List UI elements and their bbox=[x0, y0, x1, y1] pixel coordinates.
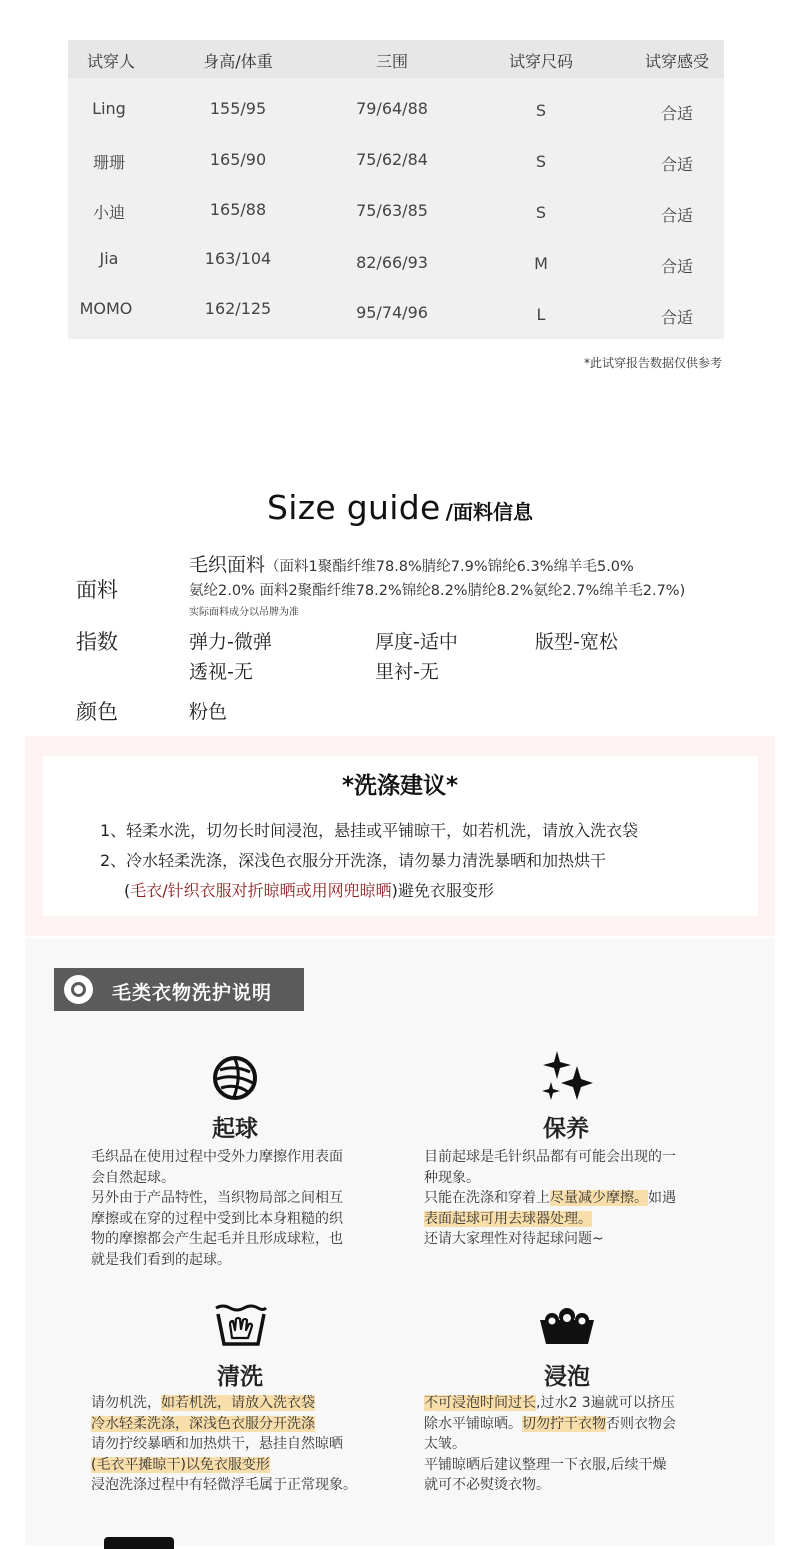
table-cell: 163/104 bbox=[204, 249, 272, 268]
cleaning-line bbox=[91, 1455, 391, 1476]
cleaning-line bbox=[91, 1393, 391, 1414]
cleaning-line: 请勿拧绞暴晒和加热烘干，悬挂自然晾晒 bbox=[91, 1436, 343, 1452]
table-cell: 小迪 bbox=[92, 203, 126, 222]
table-cell: 82/66/93 bbox=[356, 253, 428, 272]
yarn-ball-icon bbox=[212, 1055, 258, 1101]
pilling-line: 物的摩擦都会产生起毛并且形成球粒，也 bbox=[91, 1231, 343, 1247]
next-section-tab bbox=[104, 1537, 174, 1549]
soaking-line: 就可不必熨烫衣物。 bbox=[424, 1477, 550, 1493]
soaking-highlight: 切勿拧干衣物 bbox=[522, 1415, 606, 1432]
soaking-text bbox=[424, 1393, 724, 1496]
soaking-line: 太皱。 bbox=[424, 1436, 466, 1452]
table-cell: 合适 bbox=[660, 155, 694, 174]
table-cell: Ling bbox=[92, 99, 126, 118]
cleaning-line: 浸泡洗涤过程中有轻微浮毛属于正常现象。 bbox=[91, 1477, 357, 1493]
table-cell: 珊珊 bbox=[92, 153, 126, 172]
care-tab-label: 毛类衣物洗护说明 bbox=[112, 982, 273, 1004]
size-guide-heading: Size guide bbox=[267, 488, 441, 527]
maintenance-line bbox=[424, 1209, 724, 1230]
index-label: 指数 bbox=[76, 630, 118, 654]
fabric-label: 面料 bbox=[76, 578, 118, 602]
maintenance-line: 种现象。 bbox=[424, 1169, 480, 1186]
fit-report-table bbox=[68, 40, 724, 339]
maintenance-text-span: 只能在洗涤和穿着上 bbox=[424, 1190, 550, 1206]
table-cell: 合适 bbox=[660, 308, 694, 327]
hand-wash-icon bbox=[213, 1302, 269, 1348]
fit-report-note: *此试穿报告数据仅供参考 bbox=[583, 356, 722, 370]
soaking-heading: 浸泡 bbox=[544, 1364, 590, 1390]
table-cell: 165/90 bbox=[209, 150, 267, 169]
wash-tub-icon bbox=[538, 1308, 596, 1346]
pilling-line: 毛织品在使用过程中受外力摩擦作用表面 bbox=[91, 1149, 343, 1165]
header-tester: 试穿人 bbox=[86, 52, 136, 71]
wash-advice-line-2: 2、冷水轻柔洗涤，深浅色衣服分开洗涤，请勿暴力清洗暴晒和加热烘干 bbox=[100, 851, 607, 870]
pilling-heading: 起球 bbox=[212, 1116, 258, 1142]
header-height-weight: 身高/体重 bbox=[203, 52, 273, 71]
cleaning-highlight: 如若机洗，请放入洗衣袋 bbox=[161, 1395, 315, 1411]
table-cell: 155/95 bbox=[209, 99, 267, 118]
table-cell: Jia bbox=[99, 249, 119, 268]
table-cell: 162/125 bbox=[204, 299, 272, 318]
soaking-line bbox=[424, 1393, 724, 1414]
wash-advice-line-3 bbox=[124, 878, 494, 901]
fabric-line-1 bbox=[189, 550, 634, 577]
soaking-line bbox=[424, 1414, 724, 1435]
sparkle-icon bbox=[539, 1050, 593, 1102]
table-cell: 合适 bbox=[660, 257, 694, 276]
maintenance-highlight: 尽量减少摩擦。 bbox=[550, 1190, 648, 1206]
fabric-composition-1: （面料1聚酯纤维78.8%腈纶7.9%锦纶6.3%绵羊毛5.0% bbox=[265, 559, 634, 575]
cleaning-highlight: 冷水轻柔洗涤，深浅色衣服分开洗涤 bbox=[91, 1415, 315, 1432]
pilling-line: 就是我们看到的起球。 bbox=[91, 1251, 231, 1268]
table-cell: 75/63/85 bbox=[356, 201, 428, 220]
paren-open: ( bbox=[124, 881, 131, 900]
soaking-highlight: 不可浸泡时间过长 bbox=[424, 1395, 536, 1411]
size-guide-title bbox=[0, 488, 800, 527]
color-value: 粉色 bbox=[189, 701, 228, 723]
maintenance-highlight: 表面起球可用去球器处理。 bbox=[424, 1210, 592, 1227]
maintenance-heading: 保养 bbox=[543, 1116, 589, 1142]
table-cell: L bbox=[536, 305, 546, 324]
index-elasticity: 弹力-微弹 bbox=[189, 631, 272, 653]
cleaning-line bbox=[91, 1414, 391, 1435]
pilling-text bbox=[91, 1147, 391, 1270]
fabric-composition-2: 氨纶2.0% 面料2聚酯纤维78.2%锦纶8.2%腈纶8.2%氨纶2.7%绵羊毛2.7%) bbox=[189, 583, 686, 599]
care-badge-inner bbox=[71, 982, 86, 997]
table-cell: 95/74/96 bbox=[356, 303, 428, 322]
wash-advice-line-3-rest: )避免衣服变形 bbox=[391, 881, 494, 900]
table-cell: 165/88 bbox=[209, 200, 267, 219]
soaking-line: 平铺晾晒后建议整理一下衣服,后续干燥 bbox=[424, 1456, 667, 1473]
table-cell: 合适 bbox=[660, 206, 694, 225]
cleaning-heading: 清洗 bbox=[217, 1364, 263, 1390]
index-thickness: 厚度-适中 bbox=[375, 631, 458, 653]
cropped-previous-section bbox=[0, 0, 800, 6]
table-cell: 合适 bbox=[660, 104, 694, 123]
pilling-line: 会自然起球。 bbox=[91, 1169, 175, 1186]
maintenance-text bbox=[424, 1147, 724, 1250]
table-cell: MOMO bbox=[79, 299, 133, 318]
wash-advice-title: *洗涤建议* bbox=[341, 773, 459, 799]
table-cell: S bbox=[535, 203, 547, 222]
maintenance-line: 目前起球是毛针织品都有可能会出现的一 bbox=[424, 1149, 676, 1165]
cleaning-text bbox=[91, 1393, 391, 1496]
table-cell: 75/62/84 bbox=[356, 150, 428, 169]
header-feeling: 试穿感受 bbox=[644, 52, 710, 71]
index-lining: 里衬-无 bbox=[375, 661, 439, 683]
pilling-line: 摩擦或在穿的过程中受到比本身粗糙的织 bbox=[91, 1210, 343, 1227]
fabric-note: 实际面料成分以吊牌为准 bbox=[189, 607, 299, 618]
soaking-text-span: 除水平铺晾晒。 bbox=[424, 1415, 522, 1432]
table-cell: 79/64/88 bbox=[356, 99, 428, 118]
table-cell: S bbox=[535, 152, 547, 171]
pilling-line: 另外由于产品特性，当织物局部之间相互 bbox=[91, 1190, 343, 1206]
maintenance-text-span: 如遇 bbox=[648, 1190, 676, 1206]
header-measurements: 三围 bbox=[375, 52, 409, 71]
header-size: 试穿尺码 bbox=[508, 52, 574, 71]
soaking-text-span: ,过水2 3遍就可以挤压 bbox=[536, 1395, 675, 1411]
table-cell: S bbox=[535, 101, 547, 120]
color-label: 颜色 bbox=[76, 700, 118, 724]
soaking-text-span: 否则衣物会 bbox=[606, 1415, 676, 1432]
index-fit: 版型-宽松 bbox=[535, 631, 618, 653]
wash-advice-line-1: 1、轻柔水洗，切勿长时间浸泡，悬挂或平铺晾干，如若机洗，请放入洗衣袋 bbox=[100, 821, 639, 840]
size-guide-subtitle: /面料信息 bbox=[445, 500, 533, 524]
cleaning-text-span: 请勿机洗， bbox=[91, 1395, 161, 1411]
wash-warning-highlight: 毛衣/针织衣服对折晾晒或用网兜晾晒 bbox=[130, 881, 392, 900]
maintenance-line bbox=[424, 1188, 724, 1209]
cleaning-highlight: (毛衣平摊晾干)以免衣服变形 bbox=[91, 1456, 270, 1473]
fabric-name: 毛织面料 bbox=[189, 554, 266, 576]
table-cell: M bbox=[534, 254, 548, 273]
maintenance-line: 还请大家理性对待起球问题~ bbox=[424, 1231, 604, 1247]
index-transparency: 透视-无 bbox=[189, 661, 253, 683]
